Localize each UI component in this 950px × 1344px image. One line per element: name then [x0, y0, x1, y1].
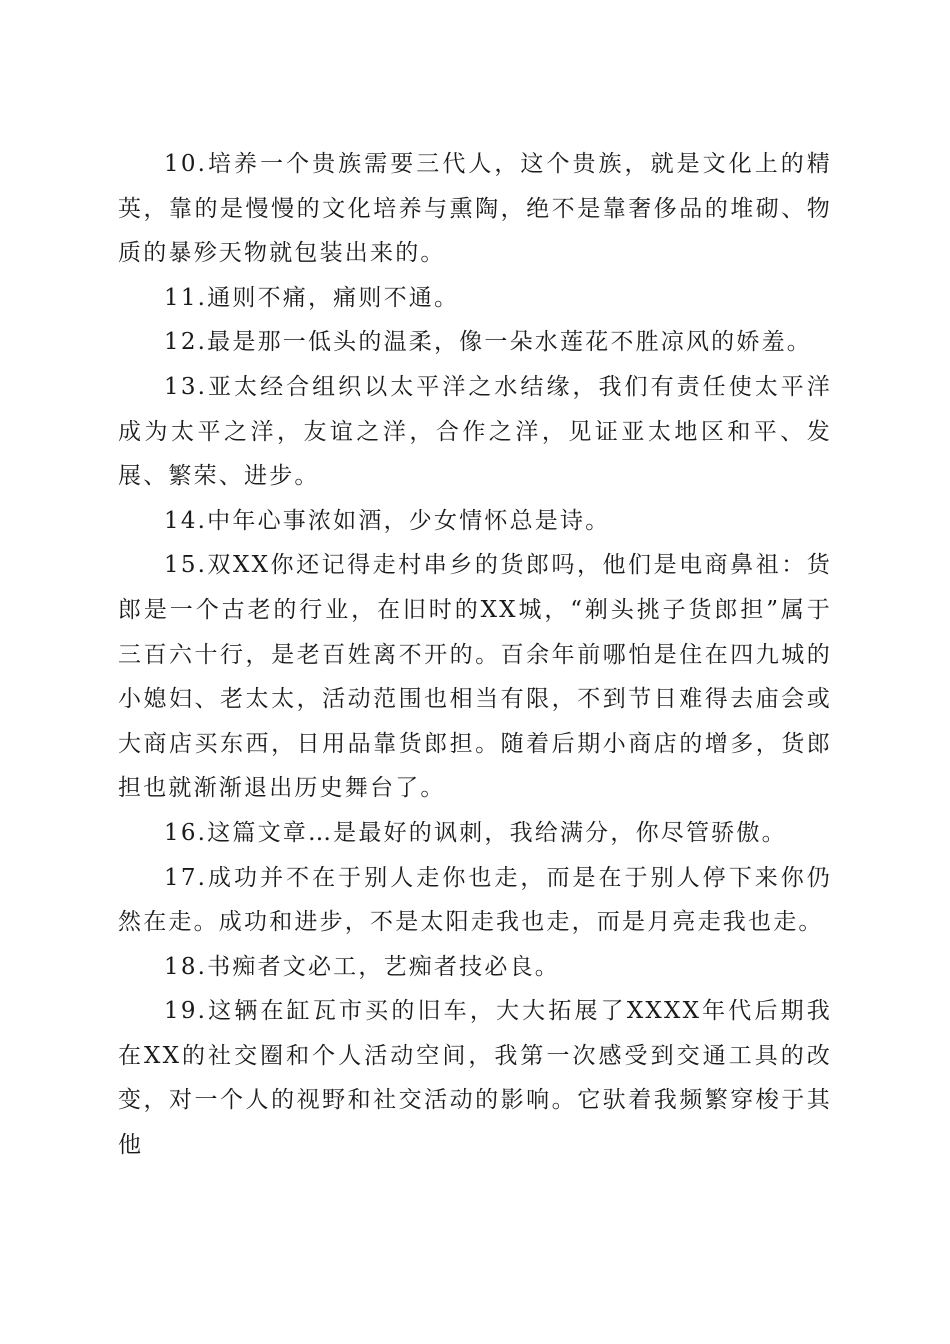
paragraph-13: 13.亚太经合组织以太平洋之水结缘，我们有责任使太平洋成为太平之洋，友谊之洋，合作之洋，见证亚太地区和平、发展、繁荣、进步。	[118, 373, 832, 490]
paragraph-15: 15.双XX你还记得走村串乡的货郎吗，他们是电商鼻祖：货郎是一个古老的行业，在旧时的XX城，“剃头挑子货郎担”属于三百六十行，是老百姓离不开的。百余年前哪怕是住在四九城的小媳妇、老太太，活动范围也相当有限，不到节日难得去庙会或大商店买东西，日用品靠货郎担。随着后期小商店的增多，货郎担也就渐渐退出历史舞台了。	[118, 552, 832, 802]
paragraph-19: 19.这辆在缸瓦市买的旧车，大大拓展了XXXX年代后期我在XX的社交圈和个人活动空间，我第一次感受到交通工具的改变，对一个人的视野和社交活动的影响。它驮着我频繁穿梭于其他	[118, 998, 832, 1159]
paragraph-10: 10.培养一个贵族需要三代人，这个贵族，就是文化上的精英，靠的是慢慢的文化培养与熏陶，绝不是靠奢侈品的堆砌、物质的暴殄天物就包装出来的。	[118, 151, 832, 267]
paragraph-12: 12.最是那一低头的温柔，像一朵水莲花不胜凉风的娇羞。	[164, 329, 812, 356]
document-body	[118, 142, 832, 1168]
paragraph-16: 16.这篇文章…是最好的讽刺，我给满分，你尽管骄傲。	[164, 819, 787, 846]
paragraph-14: 14.中年心事浓如酒，少女情怀总是诗。	[164, 507, 611, 534]
paragraph-18: 18.书痴者文必工，艺痴者技必良。	[164, 953, 560, 980]
paragraph-11: 11.通则不痛，痛则不通。	[164, 284, 460, 311]
paragraph-17: 17.成功并不在于别人走你也走，而是在于别人停下来你仍然在走。成功和进步，不是太阳走我也走，而是月亮走我也走。	[118, 864, 832, 936]
